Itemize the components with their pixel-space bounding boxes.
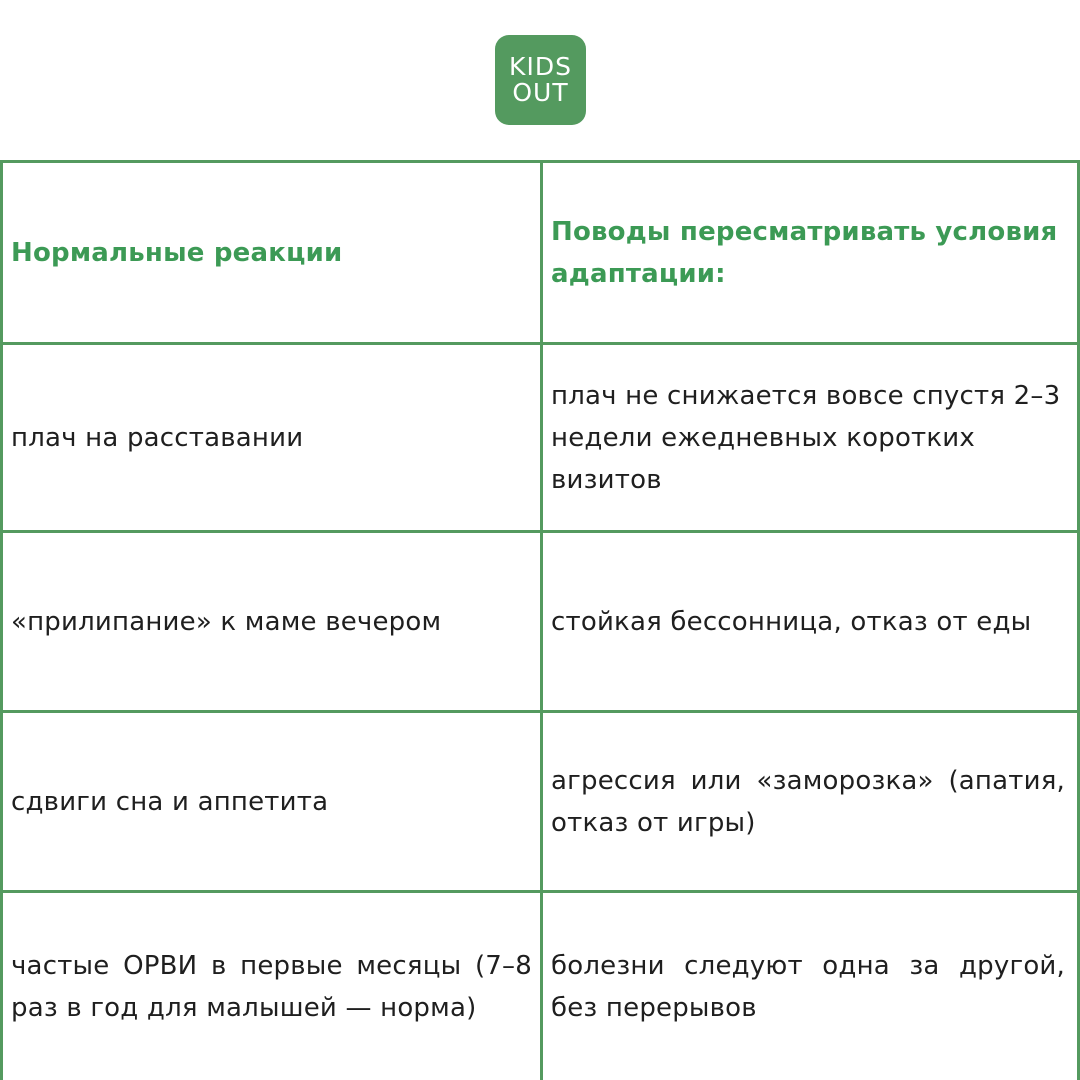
- cell-text: сдвиги сна и аппетита: [11, 786, 329, 817]
- table-cell-normal: [2, 532, 542, 712]
- table-row: [2, 712, 1079, 892]
- table-cell-reason: [542, 532, 1079, 712]
- logo-line-out: OUT: [512, 78, 569, 107]
- table-cell-normal: [2, 892, 542, 1080]
- table-cell-normal: [2, 344, 542, 532]
- table-header-row: [2, 162, 1079, 344]
- table-cell-reason: [542, 892, 1079, 1080]
- cell-text: стойкая бессонница, отказ от еды: [551, 606, 1032, 637]
- cell-text: плач не снижается вовсе спустя 2–3 недели ежедневных коротких визитов: [551, 380, 1061, 495]
- logo-line-kids: KIDS: [509, 52, 572, 81]
- header-left-text: Нормальные реакции: [11, 237, 343, 268]
- adaptation-table: [0, 160, 1080, 1080]
- cell-text: «прилипание» к маме вечером: [11, 606, 442, 637]
- header-normal-reactions: [2, 162, 542, 344]
- cell-text: плач на расставании: [11, 422, 304, 453]
- cell-text: болезни следуют одна за другой, без перерывов: [551, 950, 1065, 1023]
- table-cell-normal: [2, 712, 542, 892]
- table-row: [2, 892, 1079, 1080]
- header-reasons-to-review: [542, 162, 1079, 344]
- table-row: [2, 532, 1079, 712]
- table-cell-reason: [542, 712, 1079, 892]
- table-cell-reason: [542, 344, 1079, 532]
- header-right-text: Поводы пересматривать условия адаптации:: [551, 216, 1058, 289]
- cell-text: агрессия или «заморозка» (апатия, отказ от игры): [551, 765, 1065, 838]
- table-row: [2, 344, 1079, 532]
- cell-text: частые ОРВИ в первые месяцы (7–8 раз в год для малышей — норма): [11, 950, 532, 1023]
- kidsout-logo: [495, 35, 586, 125]
